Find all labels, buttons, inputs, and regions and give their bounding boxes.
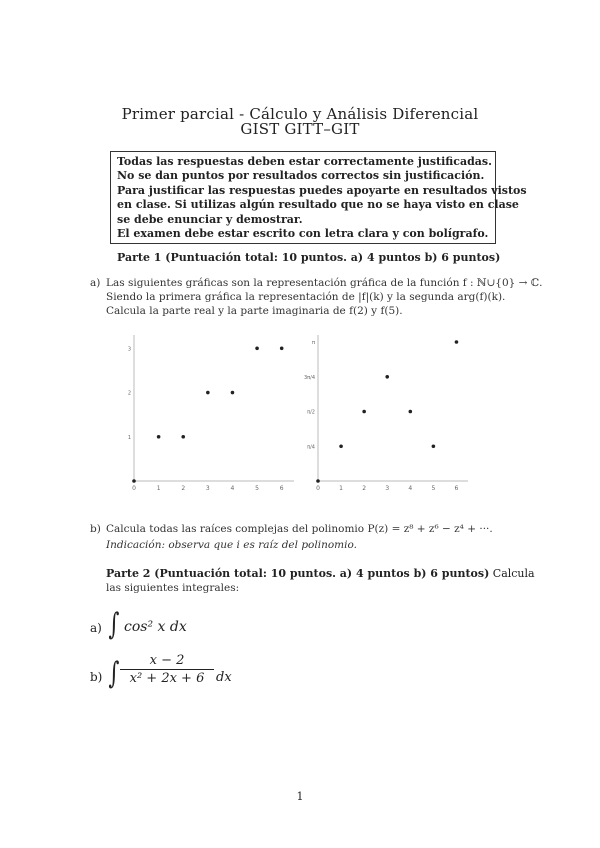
integral-symbol: ∫	[108, 607, 120, 642]
x-tick-label: 6	[454, 485, 459, 492]
x-tick-label: 6	[279, 485, 284, 492]
data-point	[255, 346, 259, 350]
x-tick-label: 4	[230, 485, 235, 492]
data-point	[181, 435, 185, 439]
argument-chart-svg	[300, 330, 470, 500]
modulus-chart-svg	[120, 330, 300, 500]
rule-line: en clase. Si utilizas algún resultado que no se haya visto en clase	[117, 198, 519, 212]
y-tick-label: π	[311, 339, 315, 346]
x-tick-label: 0	[316, 485, 320, 492]
exam-title: Primer parcial - Cálculo y Análisis Diferencial	[121, 105, 479, 123]
part2-heading	[106, 567, 535, 581]
rule-line: se debe enunciar y demostrar.	[117, 212, 303, 226]
part1-b-hint: Indicación: observa que i es raíz del polinomio.	[106, 539, 357, 551]
part2-heading-rest: Calcula	[489, 567, 535, 580]
y-tick-label: π/2	[307, 409, 315, 416]
data-point	[385, 375, 389, 379]
integral-a-integrand: cos² x dx	[124, 619, 187, 635]
y-tick-label: 2	[127, 390, 131, 397]
y-tick-label: 1	[127, 434, 131, 441]
x-tick-label: 4	[408, 485, 413, 492]
data-point	[409, 410, 413, 414]
part1-a-line: Siendo la primera gráfica la representación de |f|(k) y la segunda arg(f)(k).	[106, 291, 506, 303]
x-tick-label: 3	[205, 485, 210, 492]
rule-line: Todas las respuestas deben estar correctamente justificadas.	[117, 155, 492, 168]
x-tick-label: 5	[255, 485, 259, 492]
data-point	[280, 346, 284, 350]
modulus-chart	[120, 330, 300, 500]
integral-b-label: b)	[90, 670, 103, 684]
part1-a-line: Las siguientes gráficas son la representación gráfica de la función f : ℕ∪{0} → ℂ.	[106, 277, 543, 289]
data-point	[206, 391, 210, 395]
x-tick-label: 1	[156, 485, 161, 492]
x-tick-label: 0	[132, 485, 136, 492]
data-point	[339, 444, 343, 448]
x-tick-label: 3	[385, 485, 390, 492]
rules-box	[110, 151, 527, 244]
rule-line: El examen debe estar escrito con letra clara y con bolígrafo.	[117, 227, 489, 241]
part2-intro: las siguientes integrales:	[106, 582, 240, 594]
x-tick-label: 5	[431, 485, 436, 492]
part1-a-line: Calcula la parte real y la parte imaginaria de f(2) y f(5).	[106, 305, 403, 317]
y-tick-label: 3	[127, 346, 131, 353]
part1-b-line: Calcula todas las raíces complejas del polinomio P(z) = z⁸ + z⁶ − z⁴ + ···.	[106, 523, 493, 535]
integral-b-fraction	[120, 653, 214, 686]
data-point	[432, 444, 436, 448]
data-point	[455, 340, 459, 344]
part1-heading: Parte 1 (Puntuación total: 10 puntos. a) 4 puntos b) 6 puntos)	[117, 251, 501, 264]
part2-heading-bold: Parte 2 (Puntuación total: 10 puntos. a) 4 puntos b) 6 puntos)	[106, 567, 490, 580]
y-tick-label: π/4	[307, 444, 315, 451]
rule-line: Para justificar las respuestas puedes apoyarte en resultados vistos	[117, 183, 527, 197]
integral-a-label: a)	[90, 621, 102, 635]
data-point	[132, 479, 136, 483]
y-tick-label: 3π/4	[303, 374, 315, 381]
integral-b	[90, 653, 330, 703]
x-tick-label: 1	[339, 485, 343, 492]
part1-b-label: b)	[90, 523, 101, 535]
integral-symbol: ∫	[108, 656, 120, 691]
x-tick-label: 2	[362, 485, 367, 492]
part1-a-label: a)	[90, 277, 101, 289]
data-point	[231, 391, 235, 395]
page-number: 1	[296, 790, 304, 803]
integral-b-numerator: x − 2	[149, 653, 185, 668]
integral-a	[90, 607, 290, 650]
rule-line: No se dan puntos por resultados correctos sin justificación.	[117, 169, 485, 183]
integral-b-dx: dx	[216, 670, 232, 685]
fraction-bar	[120, 669, 214, 670]
x-tick-label: 2	[181, 485, 186, 492]
argument-chart	[300, 330, 470, 500]
exam-subtitle: GIST GITT–GIT	[240, 120, 360, 138]
data-point	[316, 479, 320, 483]
data-point	[362, 410, 366, 414]
data-point	[157, 435, 161, 439]
integral-b-denominator: x² + 2x + 6	[129, 671, 205, 686]
